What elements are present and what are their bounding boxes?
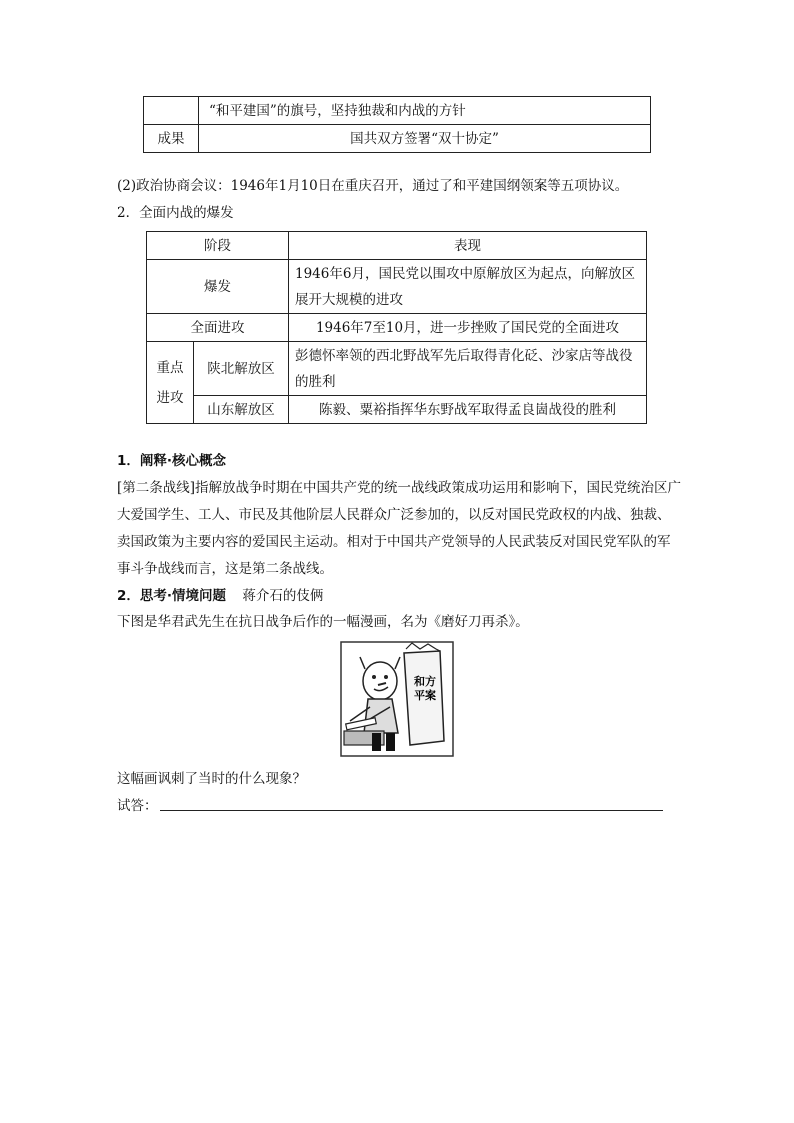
sign-text-1: 和方	[414, 675, 436, 688]
focus-label: 重点进攻	[156, 359, 184, 406]
cartoon-drawing	[340, 641, 454, 757]
cartoon-intro: 下图是华君武先生在抗日战争后作的一幅漫画，名为《磨好刀再杀》。	[117, 614, 529, 630]
area-shandong: 山东解放区	[194, 396, 289, 424]
concept-heading: 1．阐释·核心概念	[117, 453, 227, 469]
cartoon-image	[340, 641, 454, 757]
perf-shandong: 陈毅、粟裕指挥华东野战军取得孟良崮战役的胜利	[289, 396, 647, 424]
think-heading: 2．思考·情境问题	[117, 588, 227, 604]
question-text: 这幅画讽刺了当时的什么现象？	[117, 771, 306, 787]
stage-outbreak: 爆发	[147, 260, 289, 314]
stage-focus-offensive	[147, 342, 194, 424]
answer-label: 试答：	[117, 798, 158, 814]
political-consultation-paragraph: (2)政治协商会议：1946年1月10日在重庆召开，通过了和平建国纲领案等五项协议。	[117, 178, 629, 194]
perf-shaanbei: 彭德怀率领的西北野战军先后取得青化砭、沙家店等战役的胜利	[289, 342, 647, 396]
civil-war-heading: 2．全面内战的爆发	[117, 205, 234, 221]
sign-text-2: 平案	[414, 689, 436, 702]
civil-war-table	[146, 231, 647, 424]
header-stage: 阶段	[147, 232, 289, 260]
table1-row1-text: “和平建国”的旗号，坚持独裁和内战的方针	[199, 97, 651, 125]
header-performance: 表现	[289, 232, 647, 260]
table1-result-text: 国共双方签署“双十协定”	[199, 125, 651, 153]
think-subtitle: 蒋介石的伎俩	[242, 588, 324, 604]
perf-full-offensive: 1946年7至10月，进一步挫败了国民党的全面进攻	[289, 314, 647, 342]
stage-full-offensive: 全面进攻	[147, 314, 289, 342]
negotiation-table	[143, 96, 651, 153]
area-shaanbei: 陕北解放区	[194, 342, 289, 396]
think-heading-line	[117, 585, 323, 607]
concept-paragraph: [第二条战线]指解放战争时期在中国共产党的统一战线政策成功运用和影响下，国民党统治区广大爱国学生、工人、市民及其他阶层人民群众广泛参加的，以反对国民党政权的内战、独裁、卖国政策为主要内容的爱国民主运动。相对于中国共产党领导的人民武装反对国民党军队的军事斗争战线而言，这是第二条战线。	[117, 480, 682, 577]
answer-blank-line[interactable]	[160, 810, 663, 811]
perf-outbreak: 1946年6月，国民党以围攻中原解放区为起点，向解放区展开大规模的进攻	[289, 260, 647, 314]
table1-result-label: 成果	[144, 125, 199, 153]
table1-empty-cell	[144, 97, 199, 125]
